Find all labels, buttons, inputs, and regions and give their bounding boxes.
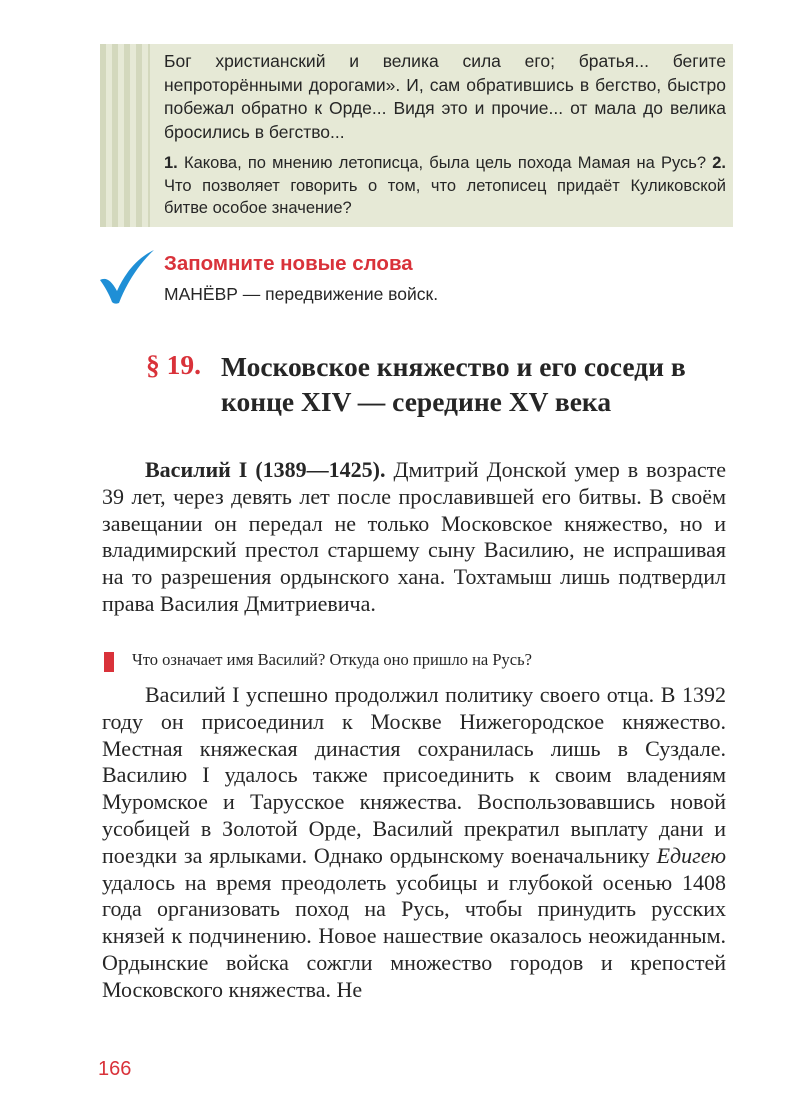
paragraph-policy bbox=[102, 682, 726, 1004]
question-marker bbox=[104, 652, 114, 672]
paragraph-italic-name: Едигею bbox=[656, 842, 726, 868]
page-number: 166 bbox=[98, 1058, 132, 1080]
paragraph-text: Дмитрий Донской умер в возрасте 39 лет, через девять лет после прославившей его битвы. В своём завещании он передал не только Московское княжество, но и владимирский престол старшему сыну Василию, не испрашивая на то разрешения ордынского хана. Тохтамыш лишь подтвердил права Василия Дмитриевича. bbox=[102, 457, 726, 616]
question-2-text: Что позволяет говорить о том, что летописец придаёт Куликовской битве особое значение? bbox=[164, 176, 726, 217]
question-line: Что означает имя Василий? Откуда оно пришло на Русь? bbox=[132, 650, 532, 669]
check-icon bbox=[96, 247, 156, 307]
paragraph-text-part1: Василий I успешно продолжил политику своего отца. В 1392 году он присоединил к Москве Нижегородское княжество. Местная княжеская династия сохранилась лишь в Суздале. Василию I удалось также присоединить к своим владениям Муромское и Тарусское княжества. Воспользовавшись новой усобицей в Золотой Орде, Василий прекратил выплату дани и поездки за ярлыками. Однако ордынскому военачальнику bbox=[102, 682, 726, 868]
question-1-text: Какова, по мнению летописца, была цель похода Мамая на Русь? bbox=[183, 154, 707, 172]
document-quote-text: Бог христианский и велика сила его; братья... бегите непроторёнными дорогами». И, сам обратившись в бегство, быстро побежал обратно к Орде... Видя это и прочие... от мала до велика бросились в бегство... bbox=[164, 51, 726, 142]
section-title: Московское княжество и его соседи в конце XIV — середине XV века bbox=[221, 351, 686, 417]
document-questions bbox=[164, 152, 726, 220]
paragraph-lead: Василий I (1389—1425). bbox=[145, 457, 386, 482]
document-excerpt-stripes bbox=[100, 44, 150, 227]
remember-term: МАНЁВР — передвижение войск. bbox=[164, 284, 439, 304]
question-2-number: 2. bbox=[712, 154, 727, 172]
remember-title: Запомните новые слова bbox=[164, 252, 413, 275]
paragraph-text-part2: удалось на время преодолеть усобицы и глубокой осенью 1408 года организовать поход на Русь, чтобы принудить русских князей к подчинению. Новое нашествие оказалось неожиданным. Ордынские войска сожгли множество городов и крепостей Московского княжества. Не bbox=[102, 869, 726, 1002]
paragraph-vasily bbox=[102, 457, 726, 618]
question-1-number: 1. bbox=[164, 154, 178, 172]
section-number: § 19. bbox=[146, 349, 201, 380]
